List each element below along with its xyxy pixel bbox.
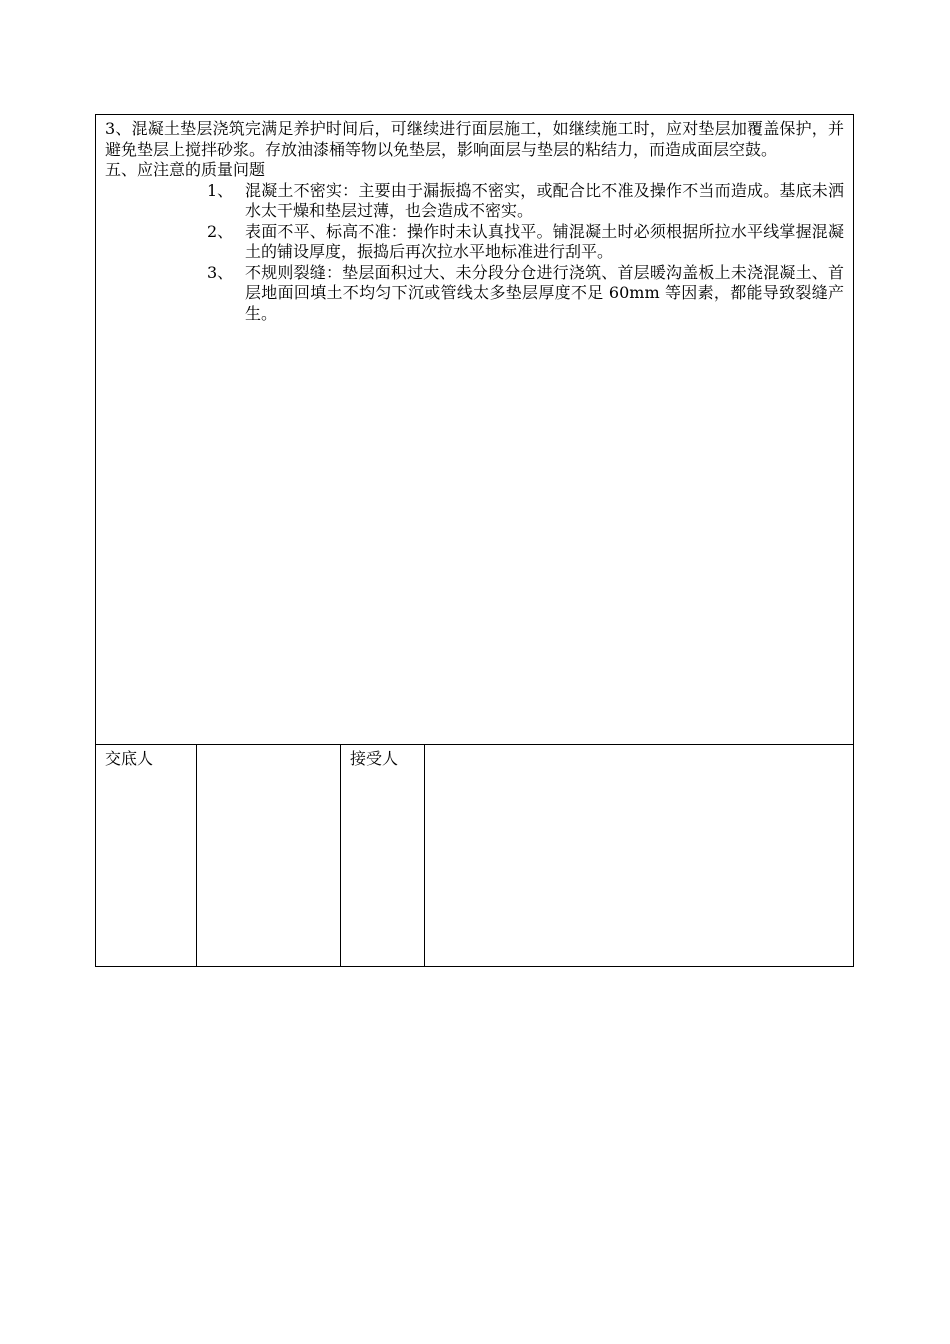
quality-issue-number: 1、 [207,180,234,200]
quality-issue-text: 混凝土不密实：主要由于漏振捣不密实，或配合比不准及操作不当而造成。基底未洒水太干燥和垫层过薄，也会造成不密实。 [245,180,844,220]
section-heading: 五、应注意的质量问题 [105,160,266,179]
quality-issue-number: 2、 [207,221,234,241]
quality-issue-text: 表面不平、标高不准：操作时未认真找平。铺混凝土时必须根据所拉水平线掌握混凝土的铺设厚度，振捣后再次拉水平地标准进行刮平。 [245,221,844,261]
signature-row [96,745,853,966]
quality-issue-item [105,263,844,325]
handover-person-label: 交底人 [96,745,197,966]
quality-issue-item [105,222,844,263]
quality-issue-number: 3、 [207,262,234,282]
handover-person-field[interactable] [197,745,341,966]
handover-record-table [95,114,854,967]
curing-paragraph: 3、混凝土垫层浇筑完满足养护时间后，可继续进行面层施工，如继续施工时，应对垫层加覆盖保护，并避免垫层上搅拌砂浆。存放油漆桶等物以免垫层，影响面层与垫层的粘结力，而造成面层空鼓。 [105,119,844,159]
content-cell [96,115,853,745]
receiver-label: 接受人 [341,745,425,966]
receiver-field[interactable] [425,745,853,966]
quality-issue-item [105,181,844,222]
quality-issue-text: 不规则裂缝：垫层面积过大、未分段分仓进行浇筑、首层暖沟盖板上未浇混凝土、首层地面回填土不均匀下沉或管线太多垫层厚度不足 60mm 等因素，都能导致裂缝产生。 [245,262,844,323]
